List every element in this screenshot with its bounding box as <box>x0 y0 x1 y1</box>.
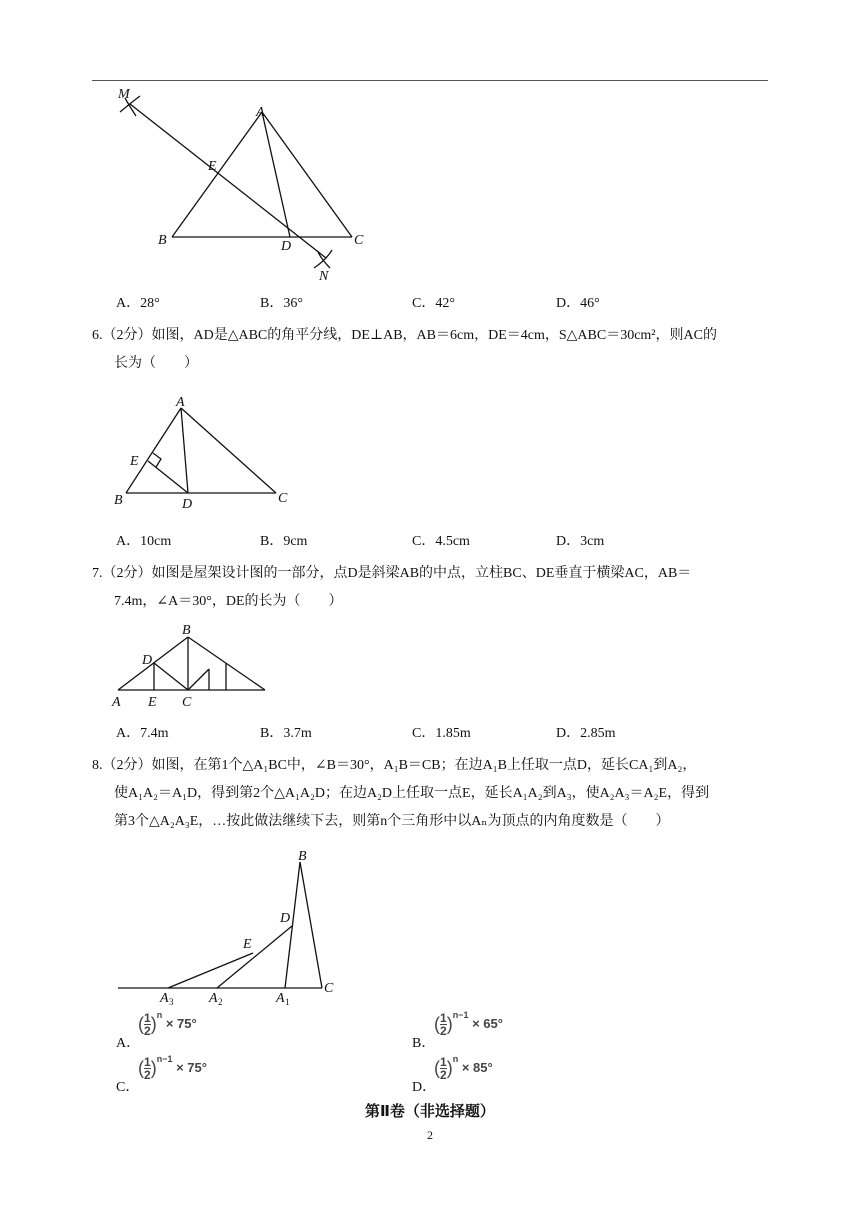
q6-option-a[interactable]: A．10cm <box>116 534 172 549</box>
q8-label-A3-sub: 3 <box>169 997 174 1007</box>
q7-text <box>92 560 772 616</box>
q8-line-2: 使A₁A₂＝A₁D，得到第2个△A₁A₂D；在边A₂D上任取一点E，延长A₁A₂到A₃，使A₂A₃＝A₂E，得到 <box>114 786 710 801</box>
q8-option-d-letter[interactable]: D． <box>412 1080 437 1095</box>
q7-label-D: D <box>142 653 153 668</box>
q6-line-2: 长为（ ） <box>114 356 198 371</box>
q6-option-d[interactable]: D．3cm <box>556 534 605 549</box>
q6-label-B: B <box>114 493 123 508</box>
q5-label-B: B <box>158 233 167 248</box>
q7-label-E: E <box>148 695 157 710</box>
q5-option-b[interactable]: B．36° <box>260 296 303 311</box>
q8-line-3: 第3个△A₂A₃E，…按此做法继续下去，则第n个三角形中以Aₙ为顶点的内角度数是（ ） <box>114 814 670 829</box>
q5-label-M: M <box>118 87 130 102</box>
q8-label-A3: A <box>160 991 169 1006</box>
q7-option-d[interactable]: D．2.85m <box>556 726 616 741</box>
q6-option-b[interactable]: B．9cm <box>260 534 308 549</box>
q8-label-A2-sub: 2 <box>218 997 223 1007</box>
q5-label-D: D <box>281 239 292 254</box>
q7-line-2: 7.4m，∠A＝30°，DE的长为（ ） <box>114 594 343 609</box>
q5-label-C: C <box>354 233 364 248</box>
q5-option-c[interactable]: C．42° <box>412 296 455 311</box>
q8-label-C: C <box>324 981 334 996</box>
q7-label-A: A <box>112 695 121 710</box>
q6-text <box>92 322 772 378</box>
q5-label-E: E <box>208 159 217 174</box>
q8-line-1: 8.（2分）如图，在第1个△A₁BC中，∠B＝30°，A₁B＝CB；在边A₁B上任取一点D，延长CA₁到A₂， <box>92 758 697 773</box>
q5-option-d[interactable]: D．46° <box>556 296 600 311</box>
q7-line-1: 7.（2分）如图是屋架设计图的一部分，点D是斜梁AB的中点，立柱BC、DE垂直于横梁AC，AB＝ <box>92 566 692 581</box>
q8-text <box>92 752 772 836</box>
q6-label-E: E <box>130 454 139 469</box>
q6-line-1: 6.（2分）如图，AD是△ABC的角平分线，DE⊥AB，AB＝6cm，DE＝4cm，S△ABC＝30cm²，则AC的 <box>92 328 717 343</box>
q6-label-C: C <box>278 491 288 506</box>
q8-option-b-formula[interactable]: ( $\frac{1}{2}$ )$^{n-1}$ × 65° <box>434 1010 503 1038</box>
q7-figure <box>108 620 278 712</box>
header-rule <box>92 80 768 81</box>
q8-option-a-letter[interactable]: A． <box>116 1036 141 1051</box>
q5-label-A: A <box>256 105 265 120</box>
q6-figure <box>108 392 308 514</box>
q8-figure <box>108 842 348 1008</box>
q8-label-A2: A <box>209 991 218 1006</box>
q5-label-N: N <box>319 269 329 284</box>
q8-option-c-formula[interactable]: ( $\frac{1}{2}$ )$^{n-1}$ × 75° <box>138 1054 207 1082</box>
q7-label-B: B <box>182 623 191 638</box>
q7-label-C: C <box>182 695 192 710</box>
q8-option-a-formula[interactable]: ( $\frac{1}{2}$ )$^n$ × 75° <box>138 1010 197 1038</box>
q6-label-D: D <box>182 497 193 512</box>
q7-option-c[interactable]: C．1.85m <box>412 726 471 741</box>
q5-option-a[interactable]: A．28° <box>116 296 160 311</box>
q5-figure <box>100 82 380 282</box>
section-title: 第Ⅱ卷（非选择题） <box>365 1102 495 1120</box>
q8-label-D: D <box>280 911 291 926</box>
q7-option-b[interactable]: B．3.7m <box>260 726 312 741</box>
q8-label-A1: A <box>276 991 285 1006</box>
q8-option-d-formula[interactable]: ( $\frac{1}{2}$ )$^n$ × 85° <box>434 1054 493 1082</box>
q8-label-B: B <box>298 849 307 864</box>
q7-option-a[interactable]: A．7.4m <box>116 726 169 741</box>
q6-label-A: A <box>176 395 185 410</box>
q8-label-E: E <box>243 937 252 952</box>
q6-option-c[interactable]: C．4.5cm <box>412 534 470 549</box>
page-number: 2 <box>427 1128 433 1142</box>
q8-option-c-letter[interactable]: C． <box>116 1080 140 1095</box>
q8-option-b-letter[interactable]: B． <box>412 1036 436 1051</box>
q8-label-A1-sub: 1 <box>285 997 290 1007</box>
